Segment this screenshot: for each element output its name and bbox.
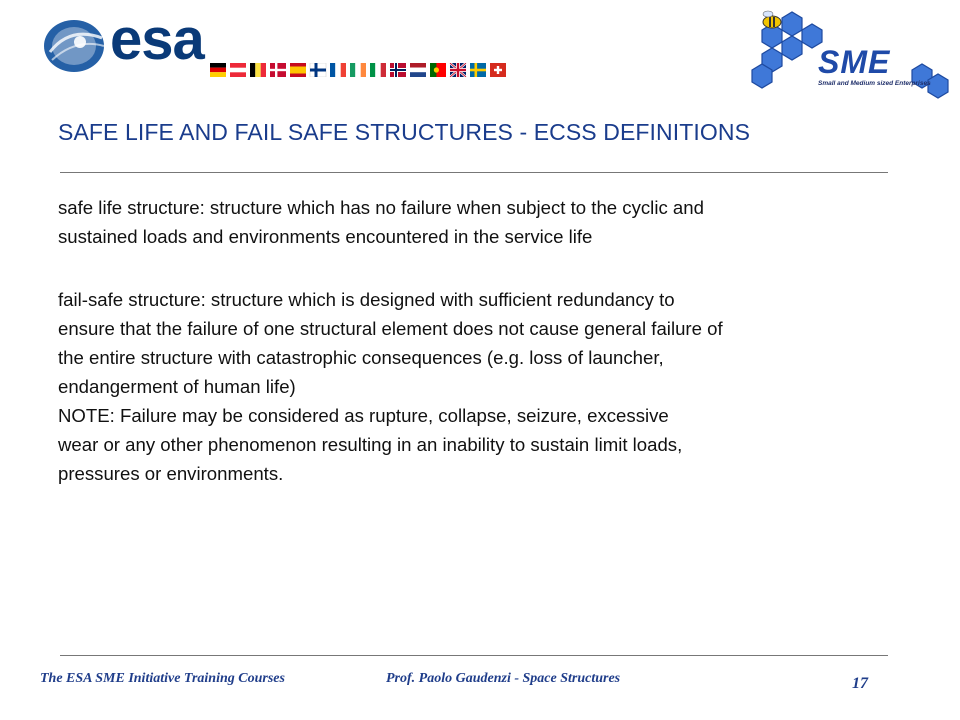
member-flags <box>210 63 530 77</box>
flag-norway <box>390 63 406 77</box>
definition-safe-life <box>58 193 928 251</box>
flag-sweden <box>470 63 486 77</box>
footer-course-name: The ESA SME Initiative Training Courses <box>40 671 285 686</box>
paragraph-line: ensure that the failure of one structural element does not cause general failure of <box>58 318 723 339</box>
flag-united-kingdom <box>450 63 466 77</box>
flag-netherlands <box>410 63 426 77</box>
esa-swirl-icon <box>40 16 110 76</box>
paragraph-line: pressures or environments. <box>58 463 284 484</box>
bee-icon <box>763 11 781 28</box>
definition-fail-safe <box>58 285 928 488</box>
esa-logo <box>38 7 518 82</box>
flag-denmark <box>270 63 286 77</box>
esa-wordmark: esa <box>110 7 204 72</box>
sme-logo <box>742 8 952 100</box>
flag-portugal <box>430 63 446 77</box>
title-divider <box>60 172 888 173</box>
paragraph-line: sustained loads and environments encountered in the service life <box>58 226 593 247</box>
sme-subtitle: Small and Medium sized Enterprises <box>818 80 931 87</box>
flag-germany <box>210 63 226 77</box>
paragraph-line: wear or any other phenomenon resulting in an inability to sustain limit loads, <box>58 434 683 455</box>
flag-france <box>330 63 346 77</box>
footer-author: Prof. Paolo Gaudenzi - Space Structures <box>386 671 621 686</box>
paragraph-line: safe life structure: structure which has no failure when subject to the cyclic and <box>58 197 704 218</box>
footer-divider <box>60 655 888 656</box>
paragraph-line: the entire structure with catastrophic consequences (e.g. loss of launcher, <box>58 347 664 368</box>
flag-spain <box>290 63 306 77</box>
flag-ireland <box>350 63 366 77</box>
flag-austria <box>230 63 246 77</box>
sme-wordmark: SME <box>818 44 891 80</box>
flag-finland <box>310 63 326 77</box>
paragraph-line: endangerment of human life) <box>58 376 296 397</box>
flag-belgium <box>250 63 266 77</box>
flag-italy <box>370 63 386 77</box>
paragraph-line: NOTE: Failure may be considered as rupture, collapse, seizure, excessive <box>58 405 669 426</box>
flag-switzerland <box>490 63 506 77</box>
slide-title: SAFE LIFE AND FAIL SAFE STRUCTURES - ECSS DEFINITIONS <box>58 119 751 145</box>
page-number: 17 <box>852 675 868 692</box>
paragraph-line: fail-safe structure: structure which is designed with sufficient redundancy to <box>58 289 675 310</box>
